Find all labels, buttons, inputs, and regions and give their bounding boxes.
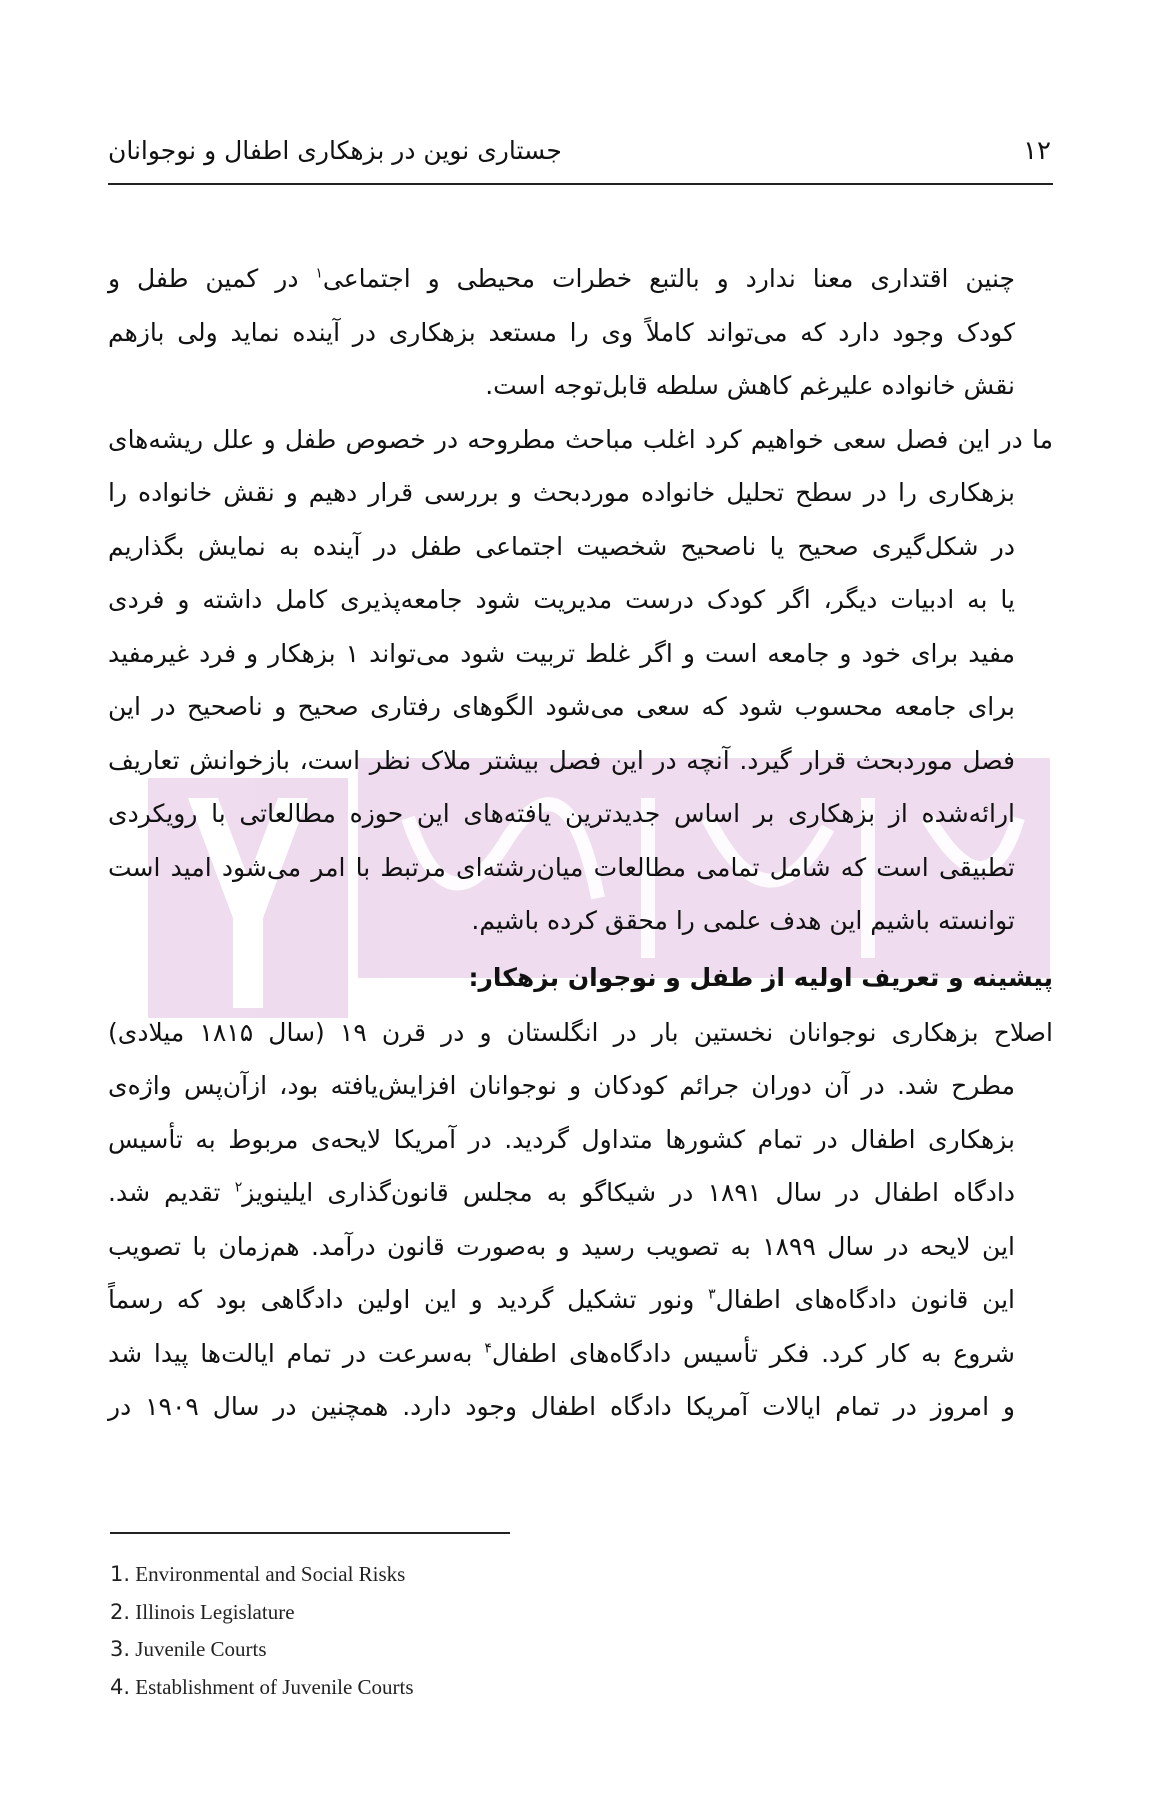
footnote-ref[interactable]: ۳	[708, 1286, 716, 1303]
paragraph	[108, 1006, 1053, 1434]
text-line: مطرح شد. در آن دوران جرائم کودکان و نوجوانان افزایش‌یافته بود، ازآن‌پس واژه‌ی	[108, 1071, 1015, 1100]
footnote-divider	[110, 1532, 510, 1534]
footnote-number: 3.	[110, 1637, 131, 1661]
paragraph	[108, 252, 1053, 413]
text-line: توانسته باشیم این هدف علمی را محقق کرده باشیم.	[471, 906, 1015, 935]
text-line: و امروز در تمام ایالات آمریکا دادگاه اطفال وجود دارد. همچنین در سال ۱۹۰۹ در	[108, 1392, 1016, 1421]
text-segment: شروع به کار کرد. فکر تأسیس دادگاه‌های اطفال	[491, 1338, 1016, 1368]
footnote-text: Illinois Legislature	[130, 1599, 295, 1624]
text-line: بزهکاری را در سطح تحلیل خانواده موردبحث و بررسی قرار دهیم و نقش خانواده را	[108, 478, 1015, 507]
footnote-text: Environmental and Social Risks	[130, 1562, 406, 1586]
text-line: فصل موردبحث قرار گیرد. آنچه در این فصل بیشتر ملاک نظر است، بازخوانش تعاریف	[108, 745, 1015, 775]
text-line: مفید برای خود و جامعه است و اگر غلط تربیت شود می‌تواند ۱ بزهکار و فرد غیرمفید	[108, 638, 1015, 668]
text-line: بزهکاری اطفال در تمام کشورها متداول گردید. در آمریکا لایحه‌ی مربوط به تأسیس	[108, 1124, 1015, 1154]
text-line: یا به ادبیات دیگر، اگر کودک درست مدیریت شود جامعه‌پذیری کامل داشته و فردی	[108, 585, 1015, 614]
text-line	[108, 1327, 1015, 1381]
text-line	[108, 1273, 1015, 1327]
header-divider	[108, 183, 1053, 185]
text-segment: دادگاه اطفال در سال ۱۸۹۱ در شیکاگو به مجلس قانون‌گذاری ایلینویز	[242, 1178, 1015, 1207]
text-line: این لایحه در سال ۱۸۹۹ به تصویب رسید و به‌صورت قانون درآمد. هم‌زمان با تصویب	[108, 1231, 1015, 1261]
book-title: جستاری نوین در بزهکاری اطفال و نوجوانان	[108, 136, 562, 165]
footnote-number: 1.	[110, 1562, 131, 1586]
section-heading: پیشینه و تعریف اولیه از طفل و نوجوان بزهکار:	[468, 962, 1053, 992]
text-line: اصلاح بزهکاری نوجوانان نخستین بار در انگلستان و در قرن ۱۹ (سال ۱۸۱۵ میلادی)	[108, 1017, 1053, 1047]
text-segment: این قانون دادگاه‌های اطفال	[715, 1285, 1016, 1314]
text-line	[108, 1166, 1015, 1220]
text-line: در شکل‌گیری صحیح یا ناصحیح شخصیت اجتماعی طفل در آینده به نمایش بگذاریم	[108, 531, 1015, 561]
footnote	[110, 1631, 414, 1669]
footnote-text: Establishment of Juvenile Courts	[130, 1674, 414, 1699]
paragraph	[108, 413, 1053, 948]
text-line: ارائه‌شده از بزهکاری بر اساس جدیدترین یافته‌های این حوزه مطالعاتی با رویکردی	[108, 799, 1015, 828]
text-line	[108, 252, 1015, 306]
footnote-ref[interactable]: ۲	[234, 1179, 243, 1196]
text-line: ما در این فصل سعی خواهیم کرد اغلب مباحث مطروحه در خصوص طفل و علل ریشه‌های	[108, 424, 1053, 454]
text-segment: به‌سرعت در تمام ایالت‌ها پیدا شد	[108, 1338, 485, 1368]
footnote-text: Juvenile Courts	[130, 1637, 267, 1661]
text-segment: ونور تشکیل گردید و این اولین دادگاهی بود که رسماً	[108, 1285, 709, 1314]
footnote-number: 2.	[110, 1599, 131, 1624]
page-number: ۱۲	[1023, 136, 1051, 166]
footnote	[110, 1556, 414, 1594]
text-line: برای جامعه محسوب شود که سعی می‌شود الگوهای رفتاری صحیح و ناصحیح در این	[108, 692, 1015, 721]
footnote-number: 4.	[110, 1674, 131, 1699]
footnotes	[110, 1556, 414, 1706]
text-line: کودک وجود دارد که می‌تواند کاملاً وی را مستعد بزهکاری در آینده نماید ولی بازهم	[108, 317, 1015, 347]
text-segment: تقدیم شد.	[108, 1178, 235, 1207]
footnote	[110, 1669, 414, 1707]
running-header	[108, 136, 1053, 176]
footnote-ref[interactable]: ۱	[315, 265, 323, 282]
text-segment: چنین اقتداری معنا ندارد و بالتبع خطرات محیطی و اجتماعی	[322, 264, 1015, 293]
text-line: تطبیقی است که شامل تمامی مطالعات میان‌رشته‌ای مرتبط با امر می‌شود امید است	[108, 852, 1015, 882]
footnote	[110, 1594, 414, 1632]
footnote-ref[interactable]: ۴	[484, 1340, 492, 1357]
page-body	[108, 252, 1053, 1434]
text-line: نقش خانواده علیرغم کاهش سلطه قابل‌توجه است.	[485, 371, 1015, 400]
text-segment: در کمین طفل و	[108, 264, 316, 293]
